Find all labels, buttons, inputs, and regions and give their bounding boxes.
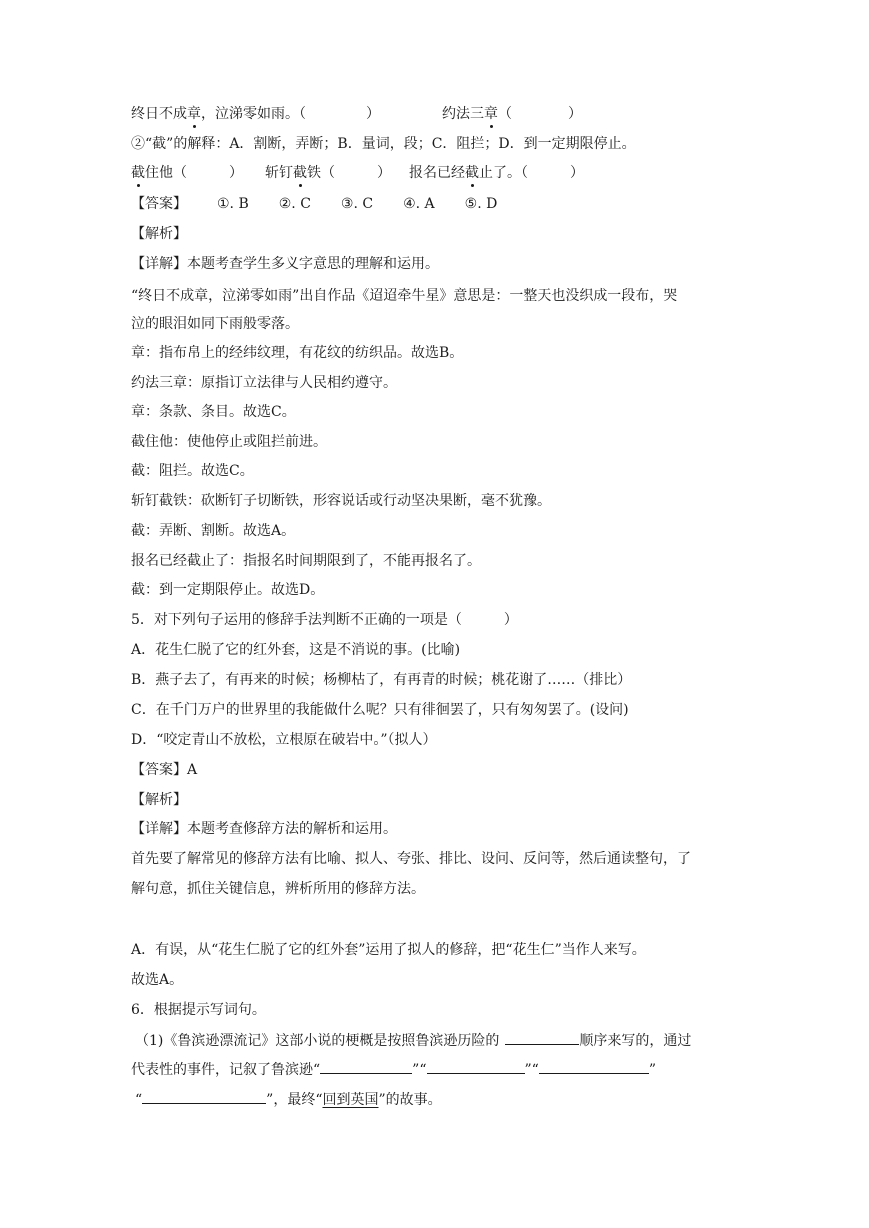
fill-blank[interactable] [505,1030,579,1045]
paragraph: 首先要了解常见的修辞方法有比喻、拟人、夸张、排比、设问、反问等，然后通读整句，了 [131,851,691,867]
text: ，泣涕零如雨。（ [201,106,306,122]
analysis-heading: 【解析】 [131,792,187,808]
text: “ [135,1092,143,1108]
text: 住他（ [145,165,187,181]
text: 止了。（ [479,165,528,181]
text: 终日不成 [131,106,187,122]
text: 代表性的事件，记叙了鲁滨逊“ [131,1062,321,1078]
text: ”“ [412,1062,427,1078]
paragraph: 章：条款、条目。故选C。 [131,404,296,420]
answer-item: ①. B [217,196,249,212]
answer-item: ②. C [278,196,311,212]
answer-line [131,194,497,214]
text: ） [229,165,243,181]
text: 约法三 [442,106,484,122]
paragraph: “终日不成章，泣涕零如雨”出自作品《迢迢牵牛星》意思是：一整天也没织成一段布，哭 [131,288,678,304]
question-line-jie [131,163,584,183]
paragraph: 报名已经截止了：指报名时间期限到了，不能再报名了。 [131,553,481,569]
question-6-line-2 [131,1059,656,1080]
text: ） [366,106,380,122]
text: ” [648,1062,656,1078]
paragraph: 截住他：使他停止或阻拦前进。 [131,434,327,450]
answer-item: ③. C [340,196,374,212]
underlined-text: 回到英国 [322,1092,379,1108]
text: ） [568,106,582,122]
paragraph: A．有误，从“花生仁脱了它的红外套”运用了拟人的修辞，把“花生仁”当作人来写。 [131,942,646,958]
fill-blank[interactable] [427,1059,525,1074]
text: ） [570,165,584,181]
paragraph: 约法三章：原指订立法律与人民相约遵守。 [131,375,397,391]
question-line-zhang [131,104,582,124]
answer-item: ④. A [403,196,435,212]
question-6: 6．根据提示写词句。 [131,1002,266,1018]
fill-blank[interactable] [320,1059,412,1074]
answer-label: 【答案】 [131,196,187,212]
paragraph: 泣的眼泪如同下雨般零落。 [131,316,299,332]
paragraph: 故选A。 [131,972,184,988]
paragraph: 斩钉截铁：砍断钉子切断铁，形容说话或行动坚决果断，毫不犹豫。 [131,493,551,509]
answer-line: 【答案】A [131,762,198,778]
dotted-char: 截 [465,165,479,181]
text: 报名已经 [409,165,465,181]
text: 斩钉 [265,165,293,181]
fill-blank[interactable] [142,1089,266,1104]
paragraph: 截：阻拦。故选C。 [131,463,254,479]
detail-heading: 【详解】本题考查学生多义字意思的理解和运用。 [131,256,439,272]
dotted-char: 截 [131,165,145,181]
question-5: 5．对下列句子运用的修辞手法判断不正确的一项是（ ） [131,612,518,628]
option-d: D．“咬定青山不放松，立根原在破岩中。”（拟人） [131,732,437,748]
text: ”“ [524,1062,539,1078]
answer-item: ⑤. D [464,196,498,212]
paragraph: 截：弄断、割断。故选A。 [131,523,296,539]
dotted-char: 章 [187,106,201,122]
dotted-char: 章 [484,106,498,122]
question-6-line-1 [135,1030,691,1051]
text: （1)《鲁滨逊漂流记》这部小说的梗概是按照鲁滨逊历险的 [135,1033,500,1049]
dotted-char: 截 [293,165,307,181]
jie-definition-line: ②“截”的解释：A．割断，弄断；B．量词，段；C．阻拦；D．到一定期限停止。 [131,136,636,152]
question-6-line-3 [135,1089,442,1110]
paragraph: 解句意，抓住关键信息，辨析所用的修辞方法。 [131,881,425,897]
text: ”，最终“ [266,1092,323,1108]
paragraph: 章：指布帛上的经纬纹理，有花纹的纺织品。故选B。 [131,345,464,361]
fill-blank[interactable] [539,1059,649,1074]
text: 顺序来写的，通过 [579,1033,692,1049]
detail-heading: 【详解】本题考查修辞方法的解析和运用。 [131,821,397,837]
text: ） [377,165,391,181]
text: （ [498,106,512,122]
analysis-heading: 【解析】 [131,226,187,242]
option-c: C．在千门万户的世界里的我能做什么呢？只有徘徊罢了，只有匆匆罢了。(设问) [131,702,629,718]
paragraph: 截：到一定期限停止。故选D。 [131,582,325,598]
text: ”的故事。 [378,1092,442,1108]
option-a: A．花生仁脱了它的红外套，这是不消说的事。(比喻) [131,642,461,658]
text: 铁（ [307,165,335,181]
option-b: B．燕子去了，有再来的时候；杨柳枯了，有再青的时候；桃花谢了……（排比） [131,672,632,688]
